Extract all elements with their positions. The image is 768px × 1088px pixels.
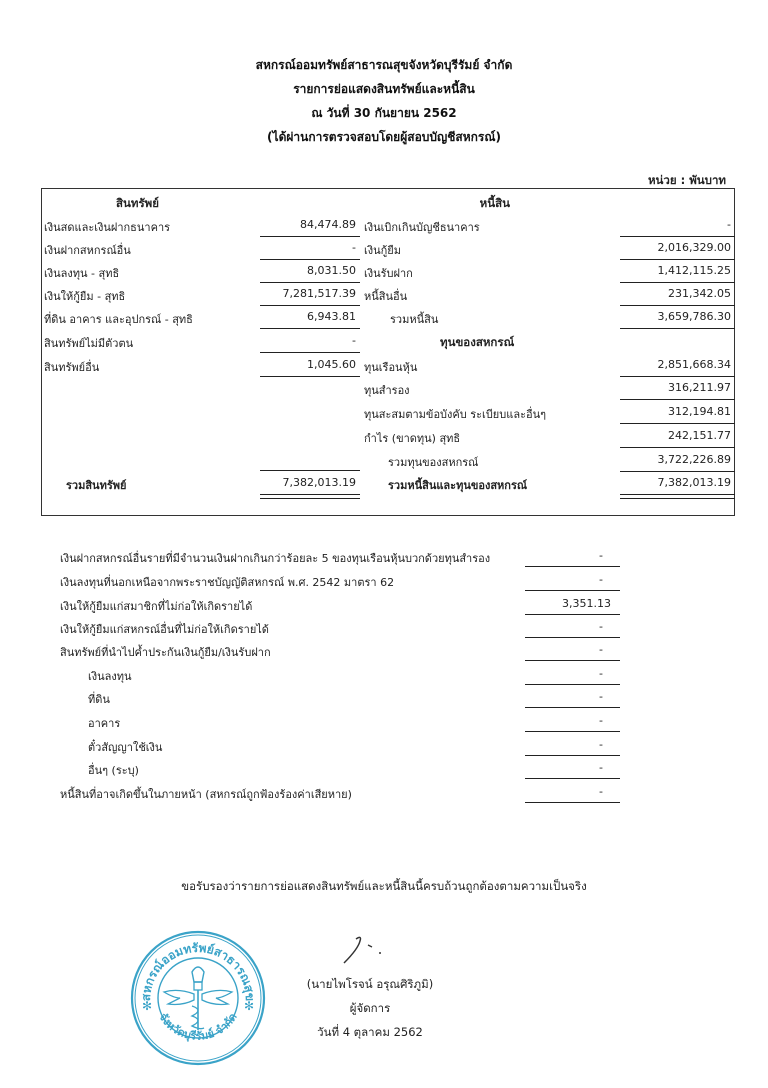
underline — [620, 376, 735, 377]
asset-value: - — [352, 241, 356, 254]
underline — [525, 590, 620, 591]
underline — [620, 259, 735, 260]
official-stamp-icon — [128, 928, 268, 1068]
double-underline — [260, 494, 360, 499]
equity-label: กำไร (ขาดทุน) สุทธิ — [364, 432, 461, 445]
underline — [260, 282, 360, 283]
report-title: รายการย่อแสดงสินทรัพย์และหนี้สิน — [293, 82, 475, 96]
underline — [525, 684, 620, 685]
underline — [525, 755, 620, 756]
note-value: - — [599, 549, 603, 562]
signature-date: วันที่ 4 ตุลาคม 2562 — [317, 1025, 423, 1039]
note-label: เงินให้กู้ยืมแก่สมาชิกที่ไม่ก่อให้เกิดรายได้ — [60, 600, 253, 613]
certification-text: ขอรับรองว่ารายการย่อแสดงสินทรัพย์และหนี้สินนี้ครบถ้วนถูกต้องตามความเป็นจริง — [181, 879, 587, 893]
liability-label: หนี้สินอื่น — [364, 290, 408, 303]
note-label: เงินฝากสหกรณ์อื่นรายที่มีจำนวนเงินฝากเกินกว่าร้อยละ 5 ของทุนเรือนหุ้นบวกด้วยทุนสำรอง — [60, 552, 491, 565]
note-sublabel: ที่ดิน — [88, 693, 110, 706]
note-value: - — [599, 573, 603, 586]
asset-value: 1,045.60 — [307, 358, 356, 371]
asset-value: 7,281,517.39 — [282, 287, 356, 300]
asset-label: เงินให้กู้ยืม - สุทธิ — [44, 290, 126, 303]
underline — [260, 328, 360, 329]
note-sublabel: อื่นๆ (ระบุ) — [88, 764, 139, 777]
asset-label: ที่ดิน อาคาร และอุปกรณ์ - สุทธิ — [44, 313, 193, 326]
liabilities-total-value: 3,659,786.30 — [657, 310, 731, 323]
signatory-name: (นายไพโรจน์ อรุณศิริภูมิ) — [306, 977, 434, 991]
underline — [620, 399, 735, 400]
liability-value: 231,342.05 — [668, 287, 731, 300]
note-value: - — [599, 620, 603, 633]
signatory-position: ผู้จัดการ — [349, 1001, 391, 1015]
org-name: สหกรณ์ออมทรัพย์สาธารณสุขจังหวัดบุรีรัมย์ จำกัด — [255, 58, 513, 72]
underline — [620, 471, 735, 472]
note-value: - — [599, 761, 603, 774]
equity-value: 2,851,668.34 — [657, 358, 731, 371]
underline — [260, 259, 360, 260]
underline — [260, 305, 360, 306]
equity-value: 242,151.77 — [668, 429, 731, 442]
svg-text:✻: ✻ — [142, 999, 153, 1013]
note-sublabel: ตั๋วสัญญาใช้เงิน — [88, 741, 163, 754]
underline — [525, 778, 620, 779]
underline — [260, 470, 360, 471]
unit-label: หน่วย : พันบาท — [647, 173, 726, 187]
asset-label: สินทรัพย์ไม่มีตัวตน — [44, 337, 134, 350]
note-value: 3,351.13 — [562, 597, 611, 610]
asset-label: สินทรัพย์อื่น — [44, 361, 100, 374]
underline — [620, 282, 735, 283]
note-sublabel: เงินลงทุน — [88, 670, 132, 683]
liabilities-heading: หนี้สิน — [479, 196, 510, 210]
note-value: - — [599, 643, 603, 656]
equity-label: ทุนสำรอง — [364, 384, 410, 397]
note-value: - — [599, 690, 603, 703]
equity-value: 312,194.81 — [668, 405, 731, 418]
assets-heading: สินทรัพย์ — [116, 196, 159, 210]
liabilities-total-label: รวมหนี้สิน — [390, 313, 439, 326]
equity-label: ทุนสะสมตามข้อบังคับ ระเบียบและอื่นๆ — [364, 408, 547, 421]
signature-mark — [340, 935, 390, 965]
audit-note: (ได้ผ่านการตรวจสอบโดยผู้สอบบัญชีสหกรณ์) — [267, 130, 501, 144]
liability-label: เงินเบิกเกินบัญชีธนาคาร — [364, 221, 480, 234]
underline — [260, 236, 360, 237]
svg-text:สหกรณ์ออมทรัพย์สาธารณสุข: สหกรณ์ออมทรัพย์สาธารณสุข — [138, 940, 258, 1002]
note-value: - — [599, 714, 603, 727]
underline — [620, 328, 735, 329]
underline — [525, 707, 620, 708]
equity-label: ทุนเรือนหุ้น — [364, 361, 418, 374]
underline — [260, 352, 360, 353]
asset-label: เงินลงทุน - สุทธิ — [44, 267, 120, 280]
asset-label: เงินฝากสหกรณ์อื่น — [44, 244, 131, 257]
svg-text:✻: ✻ — [244, 999, 255, 1013]
note-label: เงินให้กู้ยืมแก่สหกรณ์อื่นที่ไม่ก่อให้เกิดรายได้ — [60, 623, 269, 636]
report-date: ณ วันที่ 30 กันยายน 2562 — [311, 106, 457, 120]
underline — [525, 802, 620, 803]
asset-value: 84,474.89 — [300, 218, 356, 231]
liability-value: 2,016,329.00 — [657, 241, 731, 254]
underline — [620, 305, 735, 306]
underline — [620, 423, 735, 424]
equity-total-label: รวมทุนของสหกรณ์ — [388, 456, 479, 469]
grand-total-value: 7,382,013.19 — [657, 476, 731, 489]
underline — [260, 376, 360, 377]
underline — [620, 236, 735, 237]
note-label: หนี้สินที่อาจเกิดขึ้นในภายหน้า (สหกรณ์ถูกฟ้องร้องค่าเสียหาย) — [60, 788, 352, 801]
equity-total-value: 3,722,226.89 — [657, 453, 731, 466]
grand-total-label: รวมหนี้สินและทุนของสหกรณ์ — [388, 479, 528, 492]
asset-label: เงินสดและเงินฝากธนาคาร — [44, 221, 171, 234]
asset-value: 6,943.81 — [307, 310, 356, 323]
liability-value: - — [727, 218, 731, 231]
underline — [525, 731, 620, 732]
liability-value: 1,412,115.25 — [657, 264, 731, 277]
svg-text:จังหวัดบุรีรัมย์ จำกัด: จังหวัดบุรีรัมย์ จำกัด — [156, 1010, 240, 1043]
assets-total-label: รวมสินทรัพย์ — [66, 479, 127, 492]
asset-value: - — [352, 334, 356, 347]
liability-label: เงินกู้ยืม — [364, 244, 402, 257]
underline — [620, 447, 735, 448]
note-value: - — [599, 785, 603, 798]
note-value: - — [599, 667, 603, 680]
underline — [525, 660, 620, 661]
liability-label: เงินรับฝาก — [364, 267, 413, 280]
underline — [525, 614, 620, 615]
equity-heading: ทุนของสหกรณ์ — [440, 335, 515, 349]
underline — [525, 566, 620, 567]
assets-total-value: 7,382,013.19 — [282, 476, 356, 489]
note-label: เงินลงทุนที่นอกเหนือจากพระราชบัญญัติสหกรณ์ พ.ศ. 2542 มาตรา 62 — [60, 576, 395, 589]
asset-value: 8,031.50 — [307, 264, 356, 277]
equity-value: 316,211.97 — [668, 381, 731, 394]
underline — [525, 637, 620, 638]
note-value: - — [599, 738, 603, 751]
double-underline — [620, 494, 735, 499]
note-sublabel: อาคาร — [88, 717, 121, 730]
note-label: สินทรัพย์ที่นำไปค้ำประกันเงินกู้ยืม/เงินรับฝาก — [60, 646, 271, 659]
